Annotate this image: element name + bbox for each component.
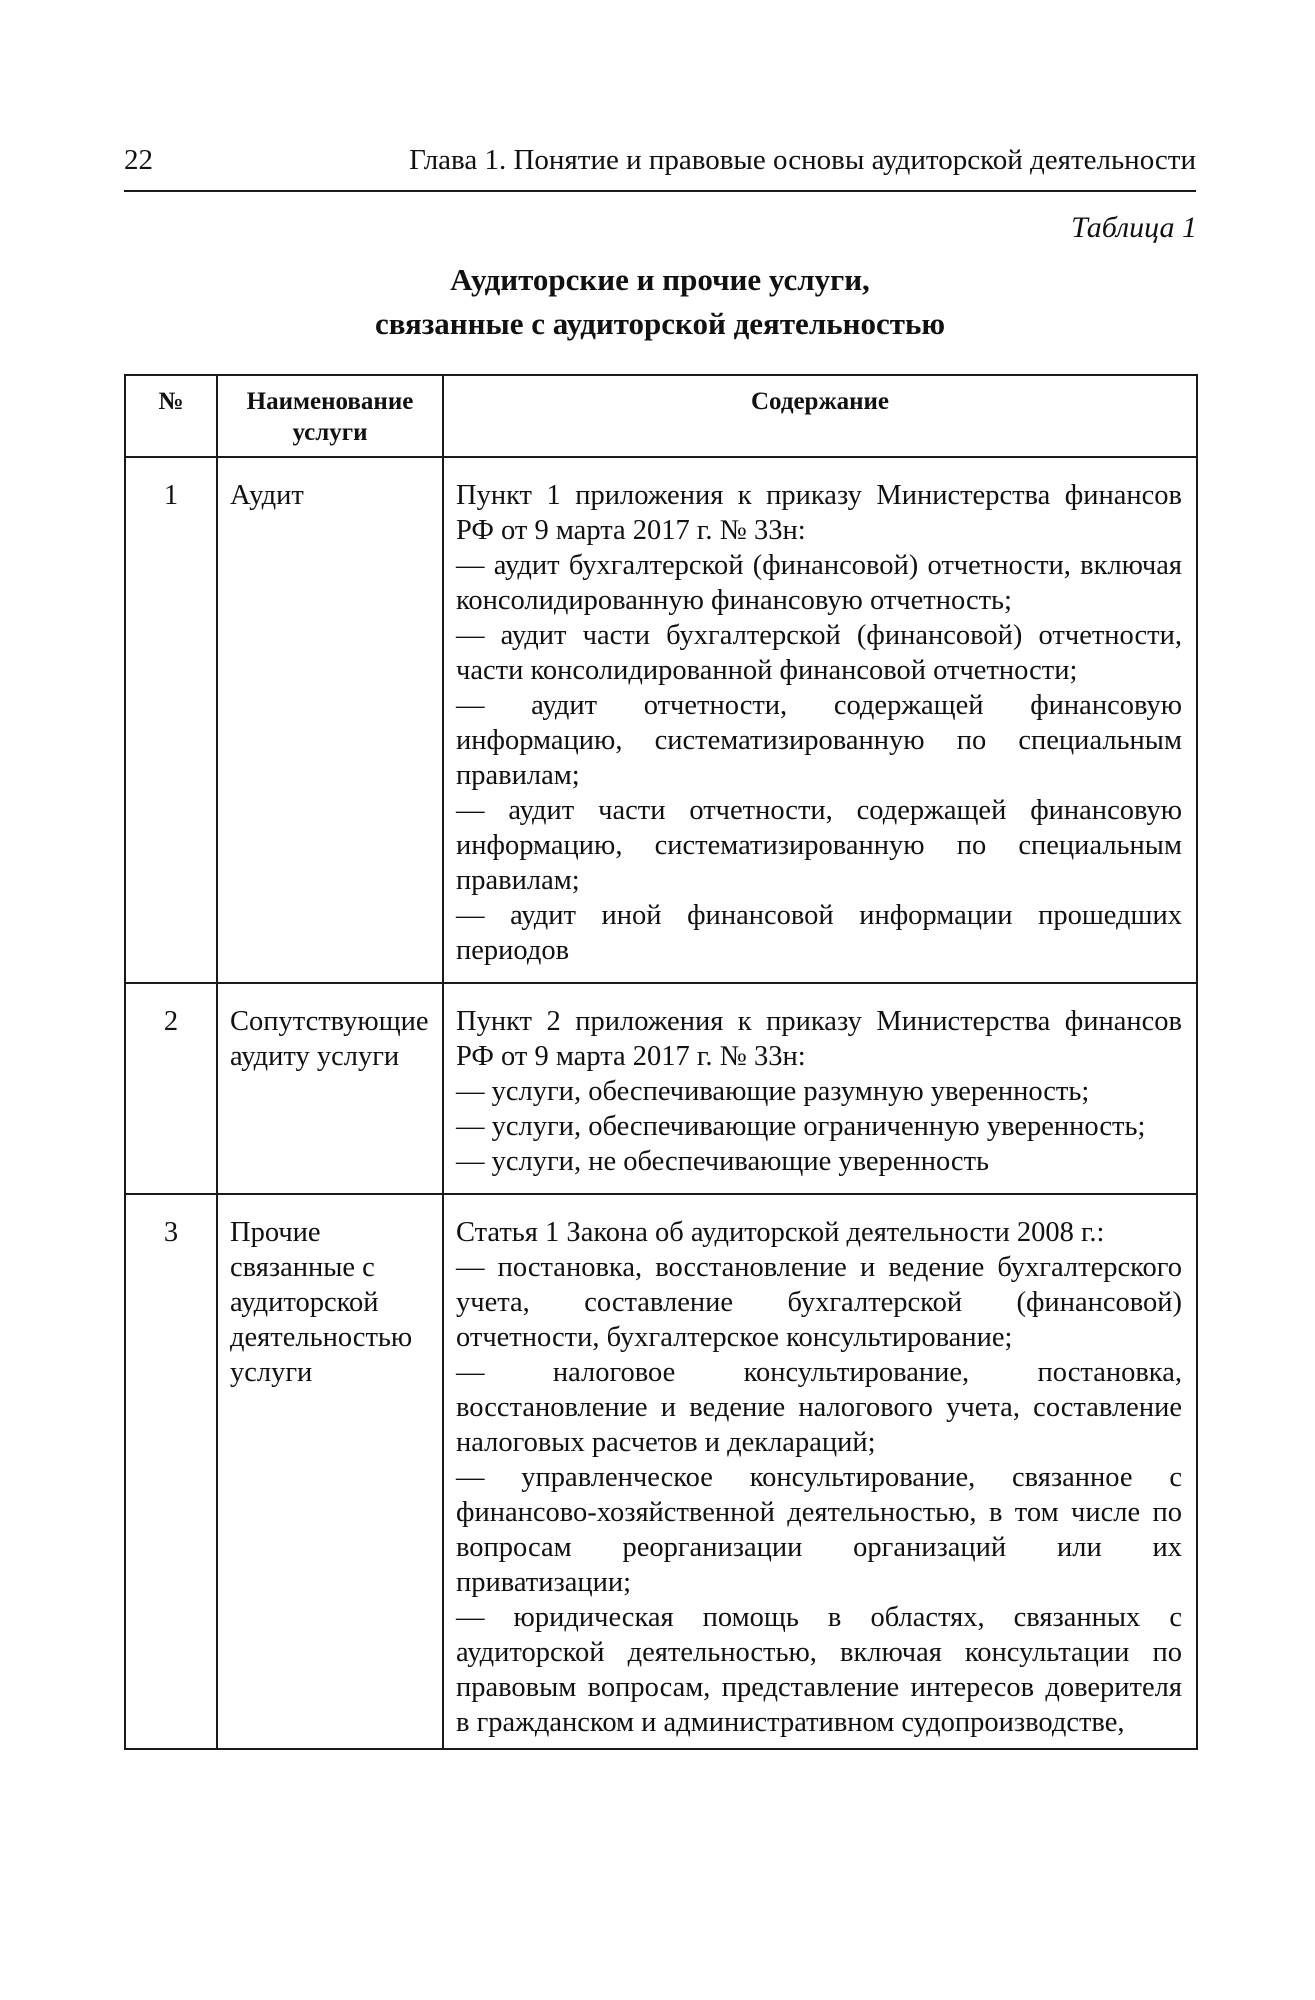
service-name: Аудит <box>217 457 443 983</box>
content-paragraph: — услуги, обеспечивающие ограниченную уверенность; <box>456 1111 1146 1142</box>
content-paragraph: — юридическая помощь в областях, связанных с аудиторской деятельностью, включая консультации по правовым вопросам, представление интересов доверителя в гражданском и административном судопроизводстве, <box>456 1602 1182 1738</box>
content-paragraph: — аудит бухгалтерской (финансовой) отчетности, включая консолидированную финансовую отчетность; <box>456 550 1182 616</box>
content-paragraph: — аудит части бухгалтерской (финансовой) отчетности, части консолидированной финансовой отчетности; <box>456 620 1182 686</box>
content-paragraph: — услуги, обеспечивающие разумную уверенность; <box>456 1076 1090 1107</box>
service-content <box>443 983 1197 1194</box>
header-service-name <box>217 375 443 457</box>
row-number: 3 <box>125 1194 217 1749</box>
row-number: 1 <box>125 457 217 983</box>
table-row <box>125 983 1197 1194</box>
running-header <box>124 138 1196 192</box>
services-table <box>124 374 1198 1750</box>
service-name: Сопутствующие аудиту услуги <box>217 983 443 1194</box>
content-paragraph: Пункт 1 приложения к приказу Министерства финансов РФ от 9 марта 2017 г. № 33н: <box>456 480 1182 546</box>
table-title <box>124 258 1196 346</box>
content-paragraph: — аудит части отчетности, содержащей финансовую информацию, систематизированную по специальным правилам; <box>456 795 1182 896</box>
header-number: № <box>125 375 217 457</box>
content-paragraph: Статья 1 Закона об аудиторской деятельности 2008 г.: <box>456 1217 1105 1248</box>
content-paragraph: — аудит иной финансовой информации прошедших периодов <box>456 900 1182 966</box>
table-row <box>125 457 1197 983</box>
table-header-row <box>125 375 1197 457</box>
content-paragraph: — услуги, не обеспечивающие уверенность <box>456 1146 990 1177</box>
header-service-name-line-1: Наименование <box>246 388 414 415</box>
header-service-name-line-2: услуги <box>292 419 368 446</box>
service-name: Прочие связанные с аудиторской деятельностью услуги <box>217 1194 443 1749</box>
table-row <box>125 1194 1197 1749</box>
chapter-title: Глава 1. Понятие и правовые основы аудиторской деятельности <box>409 144 1196 176</box>
content-paragraph: — налоговое консультирование, постановка, восстановление и ведение налогового учета, составление налоговых расчетов и деклараций; <box>456 1357 1182 1458</box>
content-paragraph: — постановка, восстановление и ведение бухгалтерского учета, составление бухгалтерской (финансовой) отчетности, бухгалтерское консультирование; <box>456 1252 1182 1353</box>
page-number: 22 <box>124 144 153 176</box>
table-title-line-1: Аудиторские и прочие услуги, <box>450 262 870 297</box>
content-paragraph: — аудит отчетности, содержащей финансовую информацию, систематизированную по специальным правилам; <box>456 690 1182 791</box>
table-label: Таблица 1 <box>1071 211 1197 244</box>
row-number: 2 <box>125 983 217 1194</box>
service-content <box>443 1194 1197 1749</box>
header-content: Содержание <box>443 375 1197 457</box>
content-paragraph: — управленческое консультирование, связанное с финансово-хозяйственной деятельностью, в том числе по вопросам реорганизации организаций или их приватизации; <box>456 1462 1182 1598</box>
service-content <box>443 457 1197 983</box>
content-paragraph: Пункт 2 приложения к приказу Министерства финансов РФ от 9 марта 2017 г. № 33н: <box>456 1006 1182 1072</box>
table-title-line-2: связанные с аудиторской деятельностью <box>374 306 946 341</box>
